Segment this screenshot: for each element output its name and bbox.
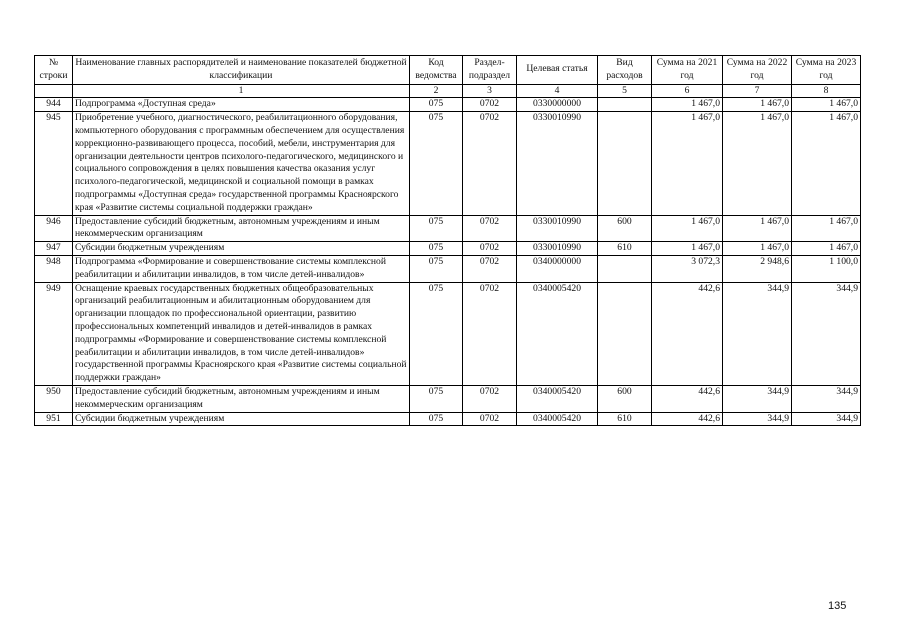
sum-2021: 1 467,0 xyxy=(652,242,723,256)
expense-type xyxy=(598,255,652,282)
target-code: 0330010990 xyxy=(517,112,598,215)
sum-2022: 344,9 xyxy=(723,385,792,412)
sum-2022: 344,9 xyxy=(723,412,792,426)
row-name: Субсидии бюджетным учреждениям xyxy=(73,412,410,426)
header-dept-code: Код ведомства xyxy=(410,56,463,85)
row-number: 949 xyxy=(35,282,73,385)
dept-code: 075 xyxy=(410,255,463,282)
row-name: Приобретение учебного, диагностического, реабилитационного оборудования, компьютерного оборудования с программным обеспечением для осуществления коррекционно-развивающего процесса, пособий, мебели, инструментария для организации деятельности центров психолого-педагогического, медицинского и социального сопровождения в целях повышения качества оказания услуг психолого-педагогической, медицинской и социальной помощи в рамках подпрограммы «Доступная среда» государственной программы Красноярского края «Развитие системы социальной поддержки граждан» xyxy=(73,112,410,215)
column-index: 3 xyxy=(463,84,517,98)
table-row xyxy=(35,112,861,215)
expense-type: 610 xyxy=(598,412,652,426)
column-index: 2 xyxy=(410,84,463,98)
expense-type: 610 xyxy=(598,242,652,256)
sum-2022: 2 948,6 xyxy=(723,255,792,282)
sum-2021: 1 467,0 xyxy=(652,98,723,112)
sum-2021: 442,6 xyxy=(652,282,723,385)
header-name: Наименование главных распорядителей и наименование показателей бюджетной классификации xyxy=(73,56,410,85)
expense-type xyxy=(598,112,652,215)
section-code: 0702 xyxy=(463,385,517,412)
target-code: 0330010990 xyxy=(517,242,598,256)
header-sum-2022: Сумма на 2022 год xyxy=(723,56,792,85)
row-name: Оснащение краевых государственных бюджетных общеобразовательных организаций реабилитационным и абилитационным оборудованием для организации площадок по профессиональной ориентации, развитию профессиональных компетенций инвалидов и детей-инвалидов в рамках подпрограммы «Формирование и совершенствование системы комплексной реабилитации и абилитации инвалидов, в том числе детей-инвалидов» государственной программы Красноярского края «Развитие системы социальной поддержки граждан» xyxy=(73,282,410,385)
target-code: 0330000000 xyxy=(517,98,598,112)
table-row xyxy=(35,98,861,112)
row-name: Предоставление субсидий бюджетным, автономным учреждениям и иным некоммерческим организациям xyxy=(73,215,410,242)
dept-code: 075 xyxy=(410,282,463,385)
sum-2023: 1 467,0 xyxy=(792,112,861,215)
column-index: 6 xyxy=(652,84,723,98)
dept-code: 075 xyxy=(410,215,463,242)
sum-2021: 442,6 xyxy=(652,385,723,412)
expense-type: 600 xyxy=(598,385,652,412)
section-code: 0702 xyxy=(463,242,517,256)
header-target: Целевая статья xyxy=(517,56,598,85)
section-code: 0702 xyxy=(463,255,517,282)
row-number: 948 xyxy=(35,255,73,282)
row-number: 947 xyxy=(35,242,73,256)
sum-2023: 1 467,0 xyxy=(792,242,861,256)
header-expense-type: Вид расходов xyxy=(598,56,652,85)
row-name: Предоставление субсидий бюджетным, автономным учреждениям и иным некоммерческим организациям xyxy=(73,385,410,412)
sum-2023: 344,9 xyxy=(792,412,861,426)
sum-2023: 1 100,0 xyxy=(792,255,861,282)
table-row xyxy=(35,412,861,426)
dept-code: 075 xyxy=(410,385,463,412)
table-header-row xyxy=(35,56,861,85)
header-sum-2023: Сумма на 2023 год xyxy=(792,56,861,85)
header-row-number: № строки xyxy=(35,56,73,85)
sum-2023: 344,9 xyxy=(792,385,861,412)
header-sum-2021: Сумма на 2021 год xyxy=(652,56,723,85)
sum-2021: 1 467,0 xyxy=(652,112,723,215)
expense-type xyxy=(598,282,652,385)
section-code: 0702 xyxy=(463,112,517,215)
column-index: 4 xyxy=(517,84,598,98)
target-code: 0340005420 xyxy=(517,385,598,412)
table-row xyxy=(35,385,861,412)
sum-2022: 1 467,0 xyxy=(723,112,792,215)
row-name: Подпрограмма «Формирование и совершенствование системы комплексной реабилитации и абилитации инвалидов, в том числе детей-инвалидов» xyxy=(73,255,410,282)
sum-2023: 1 467,0 xyxy=(792,98,861,112)
dept-code: 075 xyxy=(410,98,463,112)
sum-2022: 1 467,0 xyxy=(723,242,792,256)
sum-2021: 1 467,0 xyxy=(652,215,723,242)
expense-type: 600 xyxy=(598,215,652,242)
row-number: 950 xyxy=(35,385,73,412)
column-index: 1 xyxy=(73,84,410,98)
section-code: 0702 xyxy=(463,98,517,112)
budget-table xyxy=(34,55,861,426)
row-number: 944 xyxy=(35,98,73,112)
row-number: 951 xyxy=(35,412,73,426)
page-number: 135 xyxy=(828,600,847,612)
column-index: 8 xyxy=(792,84,861,98)
sum-2022: 344,9 xyxy=(723,282,792,385)
section-code: 0702 xyxy=(463,282,517,385)
table-row xyxy=(35,242,861,256)
target-code: 0340005420 xyxy=(517,412,598,426)
sum-2021: 442,6 xyxy=(652,412,723,426)
table-row xyxy=(35,255,861,282)
expense-type xyxy=(598,98,652,112)
sum-2023: 1 467,0 xyxy=(792,215,861,242)
dept-code: 075 xyxy=(410,112,463,215)
target-code: 0340000000 xyxy=(517,255,598,282)
column-index-row xyxy=(35,84,861,98)
row-number: 946 xyxy=(35,215,73,242)
sum-2022: 1 467,0 xyxy=(723,98,792,112)
table-row xyxy=(35,282,861,385)
column-index: 5 xyxy=(598,84,652,98)
dept-code: 075 xyxy=(410,412,463,426)
section-code: 0702 xyxy=(463,215,517,242)
row-number: 945 xyxy=(35,112,73,215)
row-name: Подпрограмма «Доступная среда» xyxy=(73,98,410,112)
sum-2023: 344,9 xyxy=(792,282,861,385)
header-section: Раздел-подраздел xyxy=(463,56,517,85)
section-code: 0702 xyxy=(463,412,517,426)
sum-2021: 3 072,3 xyxy=(652,255,723,282)
row-name: Субсидии бюджетным учреждениям xyxy=(73,242,410,256)
column-index: 7 xyxy=(723,84,792,98)
column-index xyxy=(35,84,73,98)
target-code: 0330010990 xyxy=(517,215,598,242)
sum-2022: 1 467,0 xyxy=(723,215,792,242)
dept-code: 075 xyxy=(410,242,463,256)
table-row xyxy=(35,215,861,242)
target-code: 0340005420 xyxy=(517,282,598,385)
